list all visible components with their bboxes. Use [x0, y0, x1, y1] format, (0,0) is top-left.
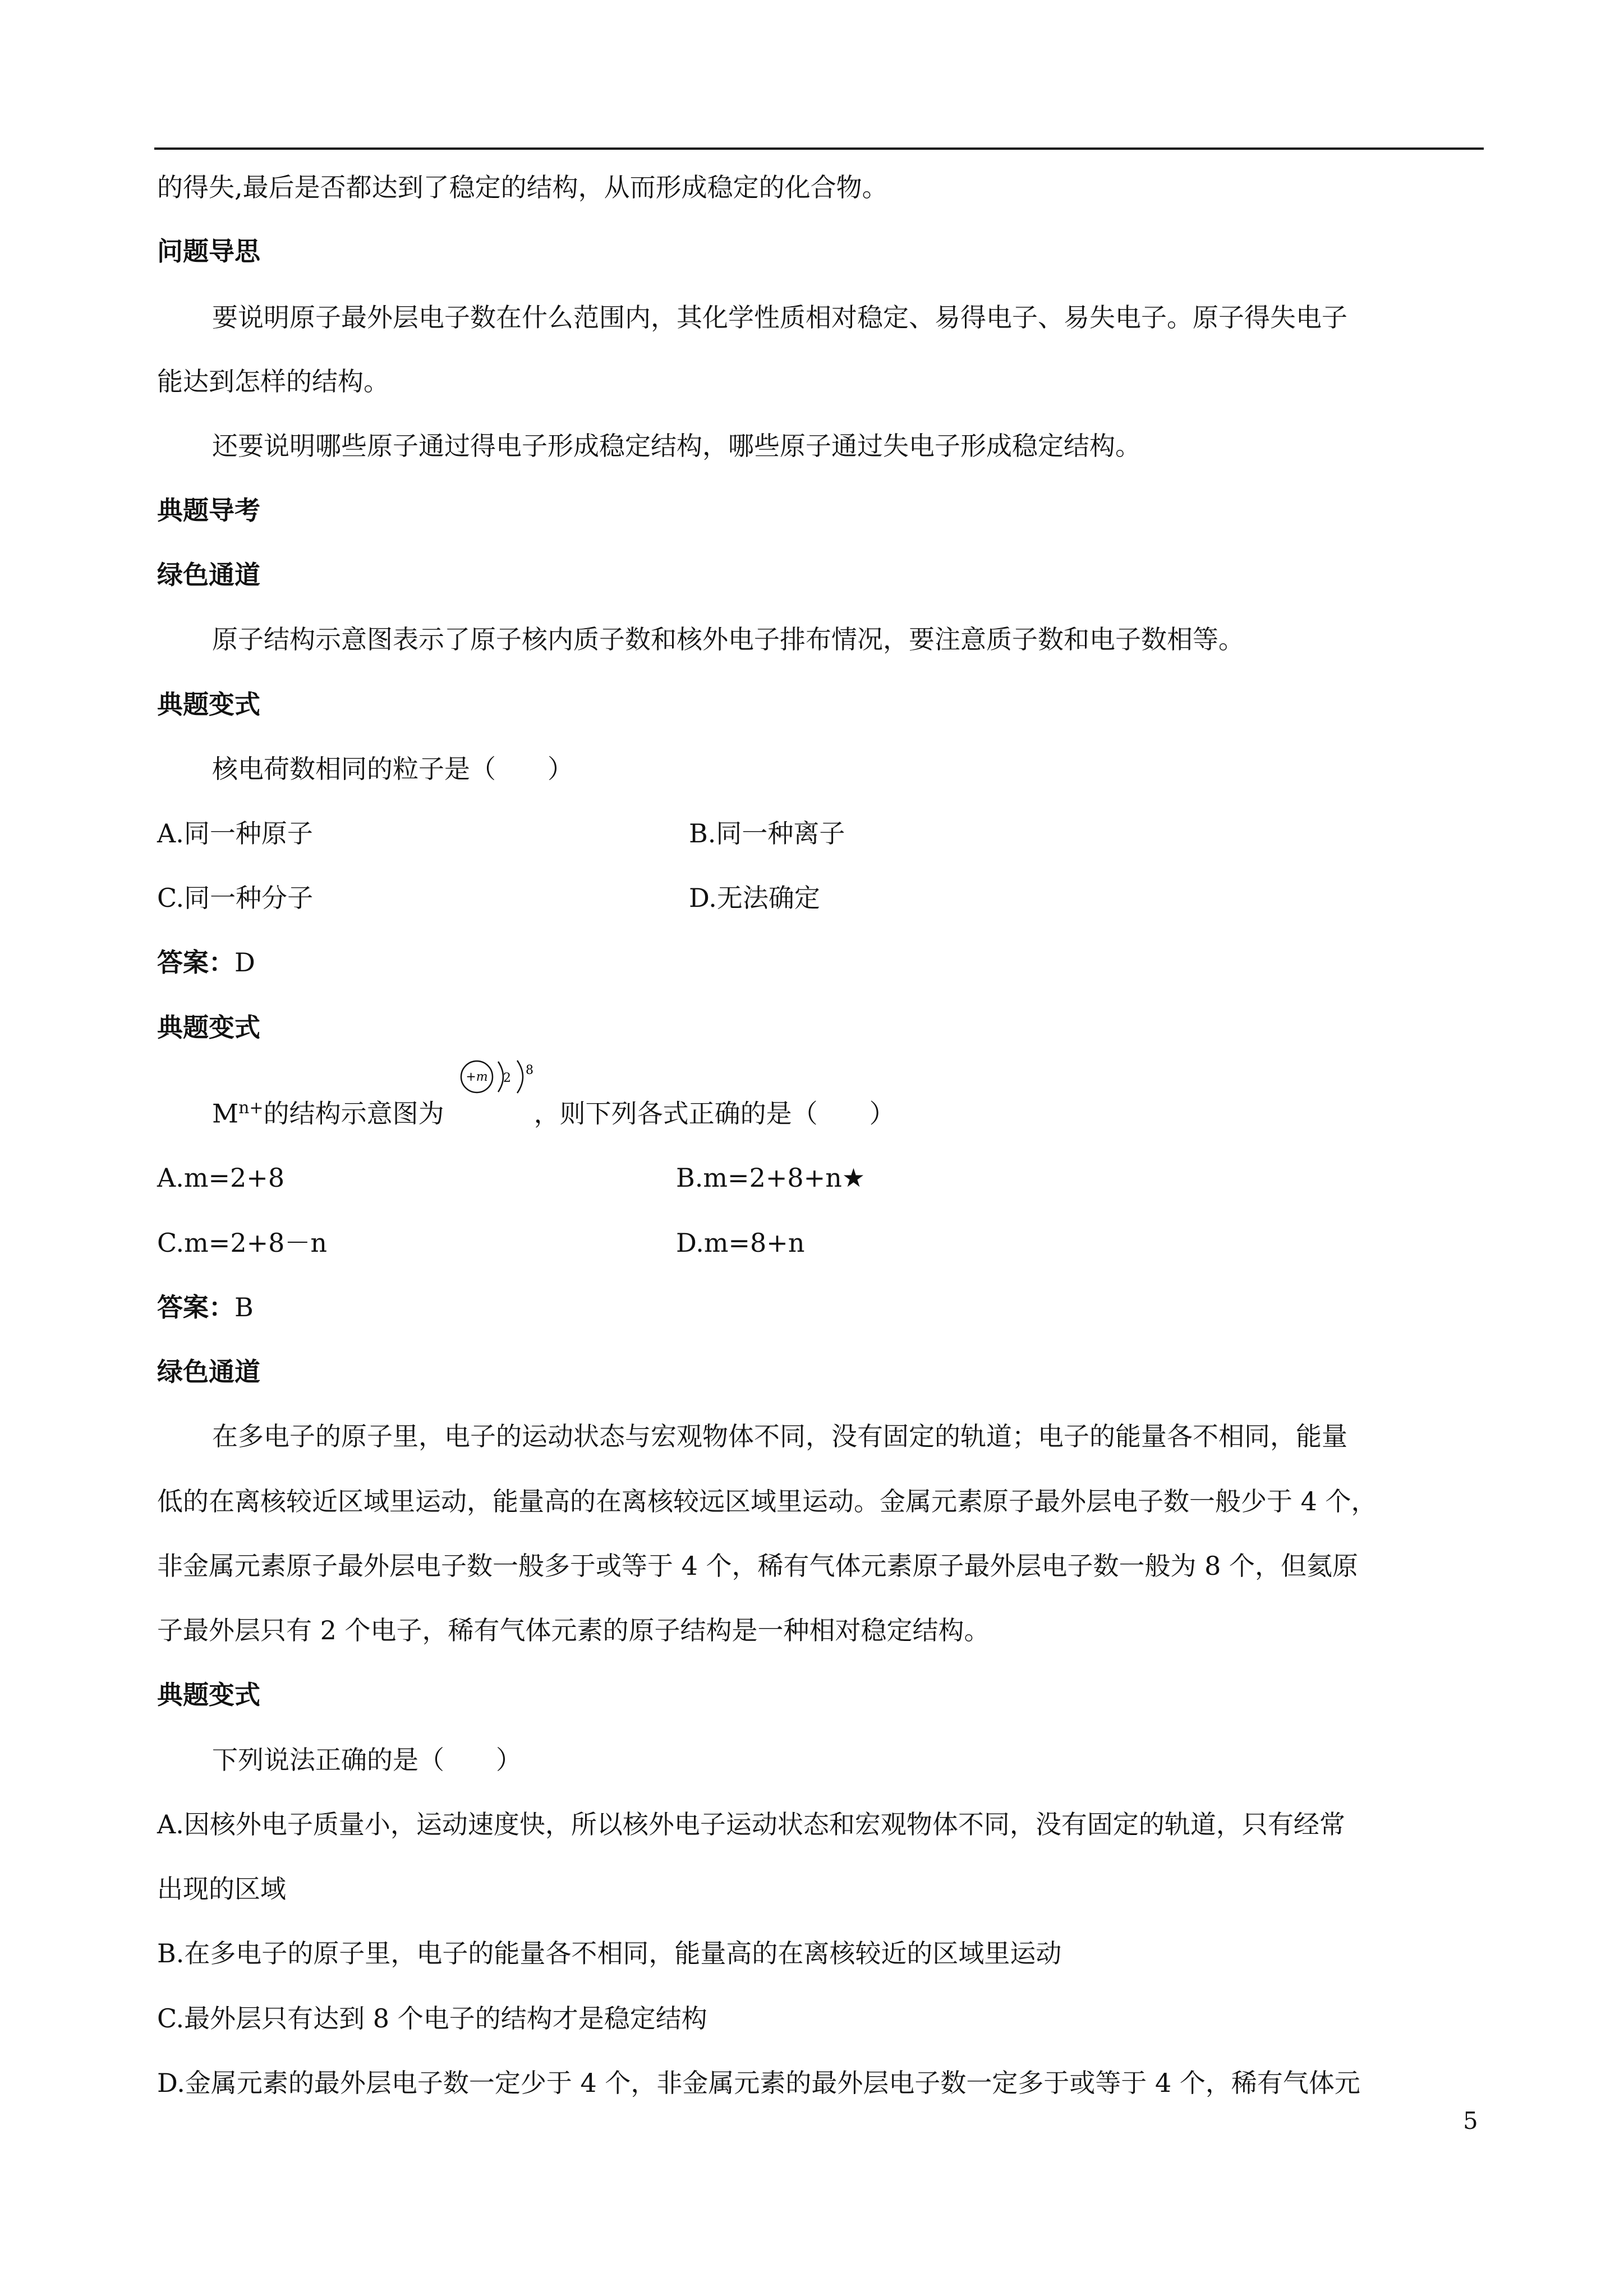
- option-a-continuation: 出现的区域: [157, 1874, 286, 1904]
- text-line: 的得失,最后是否都达到了稳定的结构，从而形成稳定的化合物。: [157, 172, 888, 202]
- text-line: 子最外层只有 2 个电子，稀有气体元素的原子结构是一种相对稳定结构。: [157, 1615, 990, 1645]
- shell-2-electrons: 8: [526, 1063, 533, 1077]
- option-a: A.同一种原子: [157, 818, 313, 849]
- text-line: 能达到怎样的结构。: [157, 366, 389, 397]
- option-b: B.m=2+8+n★: [676, 1163, 866, 1193]
- section-heading: 问题导思: [157, 236, 260, 266]
- option-b: B.在多电子的原子里，电子的能量各不相同，能量高的在离核较近的区域里运动: [157, 1938, 1062, 1968]
- answer-value: D: [234, 947, 255, 978]
- option-c: C.同一种分子: [157, 883, 314, 913]
- shell-1-electrons: 2: [503, 1071, 511, 1085]
- text-line: 原子结构示意图表示了原子核内质子数和核外电子排布情况，要注意质子数和电子数相等。: [212, 624, 1244, 654]
- answer-label: 答案：: [157, 947, 234, 978]
- answer-label: 答案：: [157, 1292, 234, 1322]
- section-heading: 典题导考: [157, 495, 260, 525]
- section-heading: 绿色通道: [157, 560, 260, 590]
- option-d: D.无法确定: [689, 883, 820, 913]
- question-text: ，则下列各式正确的是（ ）: [533, 1098, 895, 1129]
- ion-charge: n+: [238, 1098, 264, 1118]
- header-rule: [154, 147, 1484, 150]
- answer-line: [157, 1290, 1487, 1324]
- text-line: 非金属元素原子最外层电子数一般多于或等于 4 个，稀有气体元素原子最外层电子数一般为 8 个，但氦原: [157, 1551, 1359, 1581]
- option-d: D.金属元素的最外层电子数一定少于 4 个，非金属元素的最外层电子数一定多于或等于 4 个，稀有气体元: [157, 2068, 1360, 2098]
- text-line: 低的在离核较近区域里运动，能量高的在离核较远区域里运动。金属元素原子最外层电子数一般少于 4 个，: [157, 1486, 1377, 1516]
- answer-line: [157, 946, 1487, 979]
- question-stem: 核电荷数相同的粒子是（ ）: [212, 754, 573, 784]
- option-a: A.因核外电子质量小，运动速度快，所以核外电子运动状态和宏观物体不同，没有固定的轨道，只有经常: [157, 1809, 1345, 1839]
- text-line: 要说明原子最外层电子数在什么范围内，其化学性质相对稳定、易得电子、易失电子。原子得失电子: [212, 302, 1347, 333]
- section-heading: 绿色通道: [157, 1357, 260, 1387]
- text-line: 还要说明哪些原子通过得电子形成稳定结构，哪些原子通过失电子形成稳定结构。: [212, 431, 1141, 461]
- option-c: C.最外层只有达到 8 个电子的结构才是稳定结构: [157, 2003, 707, 2034]
- option-row: [157, 817, 1487, 850]
- option-b: B.同一种离子: [689, 818, 845, 849]
- text-line: 在多电子的原子里，电子的运动状态与宏观物体不同，没有固定的轨道；电子的能量各不相同，能量: [212, 1421, 1347, 1451]
- electron-shell-1: [498, 1062, 503, 1092]
- atomic-structure-diagram: [459, 1057, 543, 1096]
- option-row: [157, 1161, 1487, 1195]
- question-stem: 下列说法正确的是（ ）: [212, 1745, 522, 1775]
- option-d: D.m=8+n: [676, 1228, 805, 1258]
- option-a: A.m=2+8: [157, 1163, 285, 1193]
- page-number: 5: [1463, 2107, 1478, 2134]
- question-stem: [212, 1091, 1542, 1130]
- section-heading: 典题变式: [157, 1680, 260, 1710]
- option-row: [157, 1226, 1487, 1260]
- section-heading: 典题变式: [157, 689, 260, 720]
- question-text: 的结构示意图为: [263, 1098, 444, 1129]
- ion-symbol: M: [212, 1098, 239, 1129]
- option-row: [157, 881, 1487, 915]
- answer-value: B: [234, 1292, 254, 1322]
- option-c: C.m=2+8－n: [157, 1228, 328, 1258]
- section-heading: 典题变式: [157, 1012, 260, 1043]
- nucleus-charge: +m: [466, 1070, 488, 1084]
- electron-shell-2: [517, 1061, 523, 1093]
